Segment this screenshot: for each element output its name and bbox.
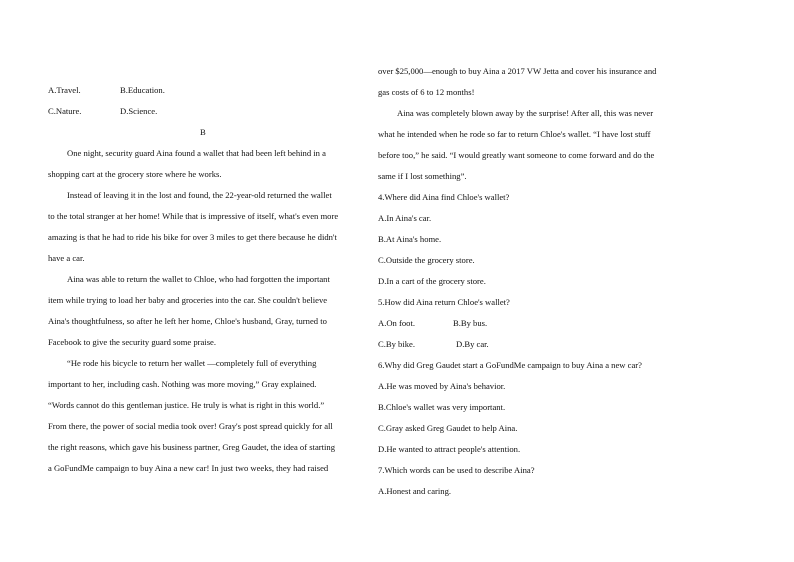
passage-line: “Words cannot do this gentleman justice. He truly is what is right in this world.” [48,400,325,410]
passage-line: One night, security guard Aina found a wallet that had been left behind in a [67,148,326,158]
option-a-travel: A.Travel. [48,85,81,95]
passage-line: Instead of leaving it in the lost and found, the 22-year-old returned the wallet [67,190,332,200]
q4-option-d: D.In a cart of the grocery store. [378,276,486,286]
passage-line: gas costs of 6 to 12 months! [378,87,475,97]
q6-option-c: C.Gray asked Greg Gaudet to help Aina. [378,423,518,433]
question-6: 6.Why did Greg Gaudet start a GoFundMe campaign to buy Aina a new car? [378,360,642,370]
passage-line: amazing is that he had to ride his bike for over 3 miles to get there because he didn't [48,232,337,242]
passage-line: From there, the power of social media took over! Gray's post spread quickly for all [48,421,333,431]
question-5: 5.How did Aina return Chloe's wallet? [378,297,510,307]
passage-line: item while trying to load her baby and groceries into the car. She couldn't believe [48,295,328,305]
passage-line: have a car. [48,253,85,263]
option-d-science: D.Science. [120,106,158,116]
q4-option-b: B.At Aina's home. [378,234,442,244]
q5-option-b: B.By bus. [453,318,488,328]
passage-line: “He rode his bicycle to return her wallet —completely full of everything [67,358,317,368]
q4-option-c: C.Outside the grocery store. [378,255,475,265]
passage-line: the right reasons, which gave his business partner, Greg Gaudet, the idea of starting [48,442,335,452]
passage-line: Aina's thoughtfulness, so after he left her home, Chloe's husband, Gray, turned to [48,316,327,326]
passage-line: Facebook to give the security guard some praise. [48,337,217,347]
passage-line: before too,” he said. “I would greatly want someone to come forward and do the [378,150,655,160]
option-b-education: B.Education. [120,85,165,95]
q7-option-a: A.Honest and caring. [378,486,452,496]
q6-option-b: B.Chloe's wallet was very important. [378,402,506,412]
q5-option-c: C.By bike. [378,339,416,349]
passage-line: important to her, including cash. Nothing was more moving,” Gray explained. [48,379,317,389]
section-heading: B [200,127,206,137]
passage-line: to the total stranger at her home! While that is impressive of itself, what's even more [48,211,339,221]
passage-line: shopping cart at the grocery store where he works. [48,169,222,179]
passage-line: what he intended when he rode so far to return Chloe's wallet. “I have lost stuff [378,129,651,139]
q6-option-d: D.He wanted to attract people's attention. [378,444,521,454]
passage-line: Aina was completely blown away by the surprise! After all, this was never [397,108,654,118]
question-7: 7.Which words can be used to describe Aina? [378,465,535,475]
option-c-nature: C.Nature. [48,106,82,116]
q4-option-a: A.In Aina's car. [378,213,432,223]
q5-option-a: A.On foot. [378,318,415,328]
passage-line: over $25,000—enough to buy Aina a 2017 VW Jetta and cover his insurance and [378,66,657,76]
passage-line: Aina was able to return the wallet to Chloe, who had forgotten the important [67,274,330,284]
q5-option-d: D.By car. [456,339,489,349]
question-4: 4.Where did Aina find Chloe's wallet? [378,192,510,202]
q6-option-a: A.He was moved by Aina's behavior. [378,381,506,391]
passage-line: same if I lost something”. [378,171,467,181]
passage-line: a GoFundMe campaign to buy Aina a new car! In just two weeks, they had raised [48,463,329,473]
